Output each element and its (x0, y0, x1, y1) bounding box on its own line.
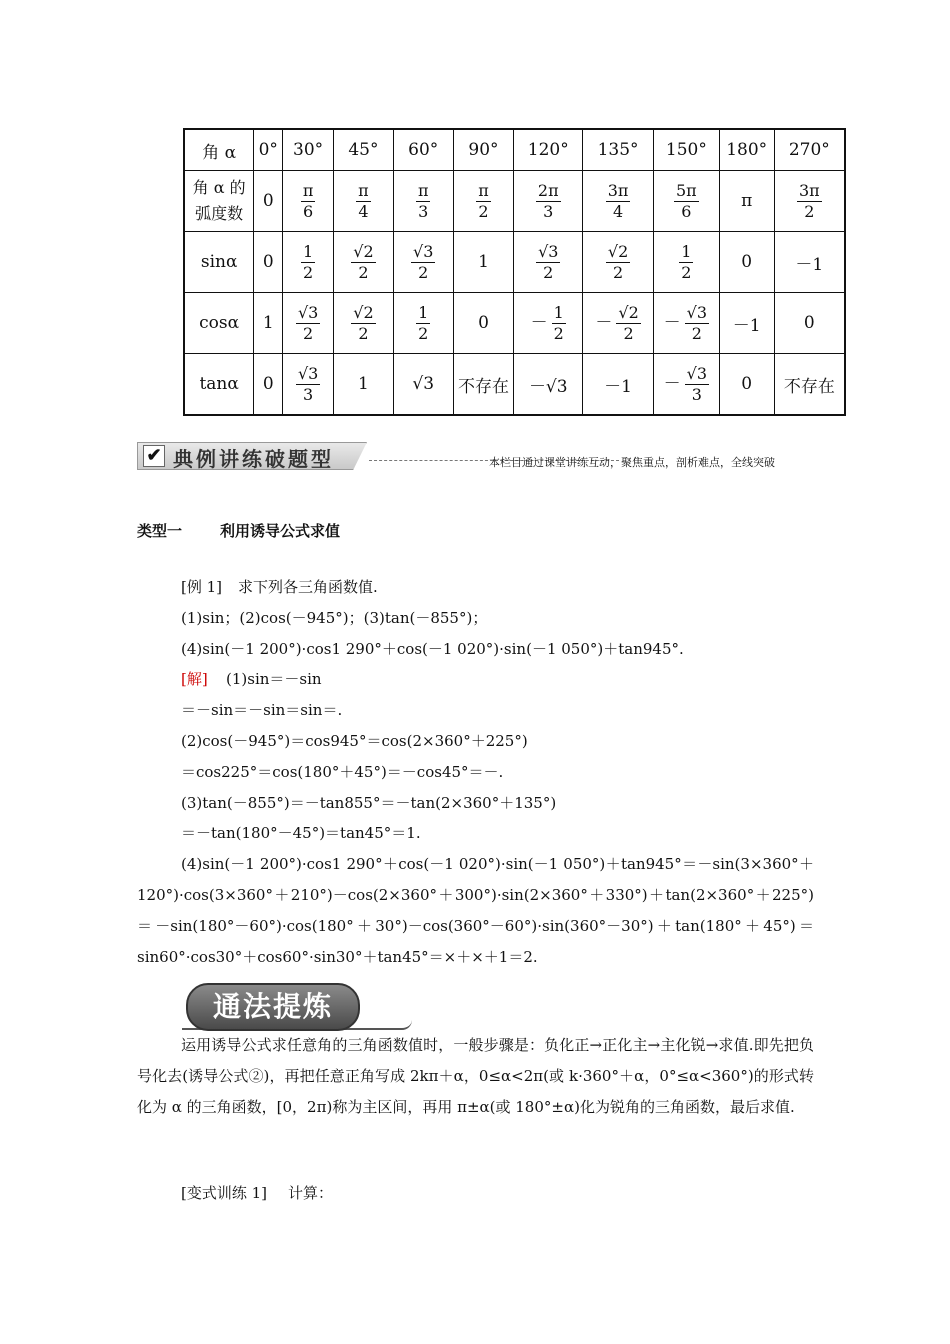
numerator: 1 (553, 302, 564, 322)
sin-cell (653, 232, 719, 293)
practice-label: [变式训练 1] (181, 1184, 268, 1202)
solution-part-4: (4)sin(－1 200°)·cos1 290°＋cos(－1 020°)·sin(－1 050°)＋tan945°＝－sin(3×360°＋120°)·cos(3×360°＋210°)－cos(2×360°＋300°)·sin(2×360°＋330°)＋tan(2×360°＋225°)＝－sin(180°－60°)·cos(180°＋30°)－cos(360°－60°)·sin(360°－30°)＋tan(180°＋45°)＝sin60°·cos30°＋cos60°·sin30°＋tan45°＝×＋×＋1＝2. (137, 855, 814, 966)
fraction (356, 181, 371, 222)
numerator: √2 (607, 241, 629, 261)
tan-row (184, 354, 845, 416)
header-row (184, 129, 845, 171)
denominator: 2 (681, 262, 692, 282)
sin-cell (774, 232, 845, 293)
header-cell: 135° (583, 129, 654, 171)
sin-cell (583, 232, 654, 293)
method-badge: 通法提炼 (186, 983, 360, 1031)
tan-cell (334, 354, 394, 416)
tan-cell (393, 354, 453, 416)
numerator: π (302, 180, 314, 200)
numerator: √3 (686, 302, 708, 322)
sin-cell (283, 232, 334, 293)
cos-cell (583, 293, 654, 354)
denominator: 6 (681, 201, 692, 221)
minus-sign: － (663, 312, 681, 333)
row-label-line: 弧度数 (195, 204, 244, 223)
numerator: √2 (618, 302, 639, 322)
cos-cell (514, 293, 583, 354)
numerator: 3π (607, 180, 629, 200)
header-cell: 0° (254, 129, 283, 171)
cell-value: √3 (412, 374, 435, 394)
header-cell: 180° (719, 129, 774, 171)
numerator: π (417, 180, 429, 200)
solution-line-6: ＝－tan(180°－45°)＝tan45°＝1. (181, 824, 421, 842)
numerator: π (358, 180, 369, 200)
header-cell: 270° (774, 129, 845, 171)
cos-cell (653, 293, 719, 354)
fraction (685, 303, 709, 344)
minus-sign: － (530, 312, 548, 333)
row-label-line: 角 α 的 (192, 178, 246, 197)
fraction (351, 242, 375, 283)
cell-value: －√3 (528, 376, 568, 397)
fraction (301, 242, 315, 283)
numerator: √3 (297, 363, 319, 383)
radian-cell (254, 171, 283, 232)
radian-cell (393, 171, 453, 232)
solution-line-4: ＝cos225°＝cos(180°＋45°)＝－cos45°＝－. (181, 763, 504, 781)
fraction (606, 181, 631, 222)
example-q2: (4)sin(－1 200°)·cos1 290°＋cos(－1 020°)·sin(－1 050°)＋tan945°. (181, 640, 684, 658)
header-cell: 60° (393, 129, 453, 171)
numerator: √2 (353, 241, 374, 261)
solution-line-1: (1)sin＝－sin (226, 670, 322, 688)
solution-line-2: ＝－sin＝－sin＝sin＝. (181, 701, 343, 719)
denominator: 2 (804, 201, 815, 221)
sin-label: sinα (184, 232, 254, 293)
cell-value: 0 (262, 374, 274, 394)
denominator: 2 (478, 201, 489, 221)
numerator: 5π (676, 180, 697, 200)
denominator: 3 (691, 384, 702, 404)
fraction (351, 303, 375, 344)
cell-value: 1 (262, 313, 274, 333)
denominator: 2 (623, 323, 634, 343)
minus-sign: － (663, 373, 681, 394)
banner-title: 典例讲练破题型 (173, 447, 334, 471)
fraction (411, 242, 435, 283)
header-cell: 150° (653, 129, 719, 171)
numerator: √2 (353, 302, 374, 322)
numerator: √3 (686, 363, 708, 383)
fraction (606, 242, 630, 283)
fraction (476, 181, 491, 222)
radian-cell (774, 171, 845, 232)
fraction (536, 181, 561, 222)
denominator: 2 (303, 262, 314, 282)
denominator: 2 (418, 262, 429, 282)
fraction (679, 242, 693, 283)
fraction (536, 242, 560, 283)
header-cell: 30° (283, 129, 334, 171)
denominator: 2 (358, 262, 369, 282)
example-label: [例 1] (181, 578, 223, 596)
denominator: 2 (612, 262, 624, 282)
denominator: 4 (358, 201, 369, 221)
denominator: 4 (612, 201, 624, 221)
cell-value: π (741, 191, 753, 211)
cos-label: cosα (184, 293, 254, 354)
fraction (296, 364, 320, 405)
denominator: 2 (553, 323, 564, 343)
denominator: 2 (418, 323, 429, 343)
fraction (416, 303, 430, 344)
radian-cell (453, 171, 514, 232)
cos-cell (453, 293, 514, 354)
tan-cell (283, 354, 334, 416)
minus-sign: － (595, 312, 613, 333)
tan-cell (774, 354, 845, 416)
cell-value: 0 (803, 313, 815, 333)
section-type: 类型一 (137, 522, 183, 540)
cos-cell (334, 293, 394, 354)
sin-cell (453, 232, 514, 293)
denominator: 3 (418, 201, 429, 221)
fraction (416, 181, 431, 222)
section-title: 利用诱导公式求值 (220, 522, 341, 540)
cell-value: 1 (478, 252, 489, 272)
fraction (797, 181, 822, 222)
header-cell: 90° (453, 129, 514, 171)
row-label-radian (184, 171, 254, 232)
sin-cell (393, 232, 453, 293)
numerator: π (478, 180, 489, 200)
cell-value: －1 (604, 376, 632, 397)
tan-cell (514, 354, 583, 416)
numerator: √3 (538, 241, 559, 261)
cell-value: 0 (741, 374, 753, 394)
radian-row (184, 171, 845, 232)
solution-label: [解] (181, 670, 208, 688)
fraction (616, 303, 640, 344)
cell-value: 0 (741, 252, 753, 272)
check-icon: ✔ (143, 445, 165, 467)
radian-cell (334, 171, 394, 232)
denominator: 3 (543, 201, 554, 221)
method-text: 运用诱导公式求任意角的三角函数值时，一般步骤是：负化正→正化主→主化锐→求值.即先把负号化去(诱导公式②)，再把任意正角写成 2kπ＋α，0≤α<2π(或 k·360°＋α，0°≤α<360°)的形式转化为 α 的三角函数，[0，2π)称为主区间，再用 π±α(或 180°±α)化为锐角的三角函数，最后求值. (137, 1036, 814, 1116)
cell-value: 0 (478, 313, 489, 333)
sin-cell (334, 232, 394, 293)
tan-cell (653, 354, 719, 416)
denominator: 6 (303, 201, 314, 221)
solution-line-3: (2)cos(－945°)＝cos945°＝cos(2×360°＋225°) (181, 732, 528, 750)
fraction (301, 181, 316, 222)
fraction (674, 181, 699, 222)
cell-value: －1 (732, 315, 761, 336)
radian-cell (719, 171, 774, 232)
radian-cell (653, 171, 719, 232)
radian-cell (583, 171, 654, 232)
numerator: 1 (418, 302, 429, 322)
cos-cell (283, 293, 334, 354)
cos-cell (393, 293, 453, 354)
header-cell: 45° (334, 129, 394, 171)
tan-label: tanα (184, 354, 254, 416)
denominator: 2 (543, 262, 554, 282)
cell-value: 0 (262, 191, 274, 211)
tan-cell (719, 354, 774, 416)
cos-cell (719, 293, 774, 354)
banner-note: 本栏目通过课堂讲练互动，聚焦重点，剖析难点，全线突破 (489, 456, 775, 469)
numerator: 1 (303, 241, 314, 261)
tan-cell (254, 354, 283, 416)
cell-value: 不存在 (457, 376, 509, 397)
fraction (685, 364, 709, 405)
practice-text: 计算： (288, 1184, 334, 1202)
sin-cell (719, 232, 774, 293)
example-q1: (1)sin；(2)cos(－945°)；(3)tan(－855°)； (181, 609, 488, 627)
cos-cell (774, 293, 845, 354)
fraction (296, 303, 320, 344)
fraction (552, 303, 566, 344)
denominator: 2 (358, 323, 369, 343)
cell-value: 0 (262, 252, 274, 272)
cos-row (184, 293, 845, 354)
solution-line-5: (3)tan(－855°)＝－tan855°＝－tan(2×360°＋135°) (181, 794, 557, 812)
numerator: 2π (537, 180, 559, 200)
sin-row (184, 232, 845, 293)
cell-value: －1 (795, 254, 824, 275)
tan-cell (453, 354, 514, 416)
radian-cell (283, 171, 334, 232)
numerator: √3 (297, 302, 319, 322)
numerator: 1 (681, 241, 692, 261)
denominator: 3 (303, 384, 314, 404)
cell-value: 1 (358, 374, 369, 394)
denominator: 2 (303, 323, 314, 343)
header-cell: 角 α (184, 129, 254, 171)
numerator: 3π (798, 180, 820, 200)
section-banner (137, 440, 805, 472)
cos-cell (254, 293, 283, 354)
trig-values-table (183, 128, 846, 416)
tan-cell (583, 354, 654, 416)
example-prompt: 求下列各三角函数值. (238, 578, 378, 596)
cell-value: 不存在 (783, 376, 835, 397)
sin-cell (514, 232, 583, 293)
numerator: √3 (413, 241, 434, 261)
denominator: 2 (691, 323, 702, 343)
header-cell: 120° (514, 129, 583, 171)
radian-cell (514, 171, 583, 232)
sin-cell (254, 232, 283, 293)
